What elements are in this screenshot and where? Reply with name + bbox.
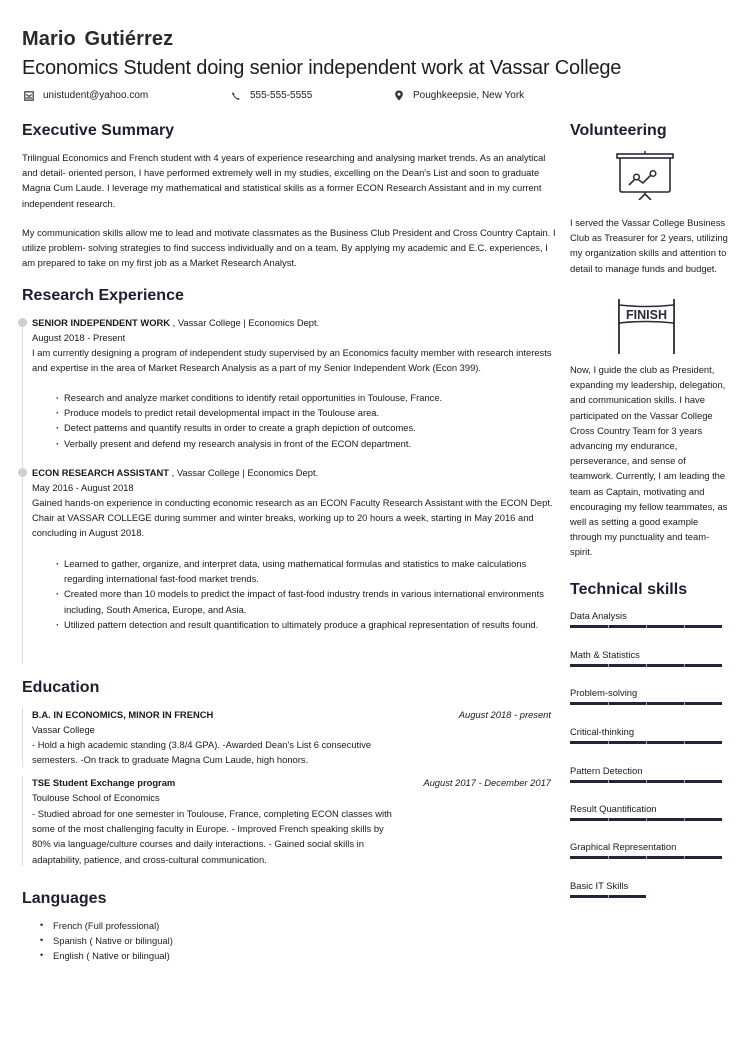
job-1-org: , Vassar College | Economics Dept. [170,317,320,328]
skill-label: Critical-thinking [570,726,635,737]
language-item: • French (Full professional) [40,918,173,933]
skill-math-statistics [570,649,722,667]
skill-level-bar [570,702,722,705]
volunteering-title: Volunteering [570,122,667,139]
skill-data-analysis [570,610,722,628]
job-2-bullet: · Learned to gather, organize, and interpret data, using mathematical formulas and statistics to make calculations regarding international fast-food market trends. [56,556,551,586]
summary-paragraph-1: Trilingual Economics and French student with 4 years of experience researching and analysing market trends. As an analytical and detail- oriented person, I have performed extremely well in my studies, excelling on the Dean's List and soon to graduate Magna Cum Laude. I leverage my mathematical and statistical skills as a former ECON Research Assistant and in my current independent research. [22,152,546,209]
phone-text: 555-555-5555 [250,90,313,101]
skill-label: Graphical Representation [570,841,677,852]
job-1-bullet: · Research and analyze market conditions to identify retail opportunities in Toulouse, France. [56,390,551,405]
candidate-headline: Economics Student doing senior independent work at Vassar College [22,57,622,79]
skill-level-bar [570,818,722,821]
education-bar [22,776,23,866]
edu-2-school: Toulouse School of Economics [32,792,160,803]
timeline-dot [18,468,27,477]
skill-critical-thinking [570,726,722,744]
phone-icon [231,91,241,101]
location-text: Poughkeepsie, New York [413,90,525,101]
job-1-bullets [56,390,551,451]
education-bar [22,707,23,767]
language-item: • Spanish ( Native or bilingual) [40,933,173,948]
job-1-header [32,317,319,328]
edu-1-dates: August 2018 - present [458,709,551,720]
job-2-dates: May 2016 - August 2018 [32,482,134,493]
edu-2-degree: TSE Student Exchange program [32,777,176,788]
job-2-role: ECON RESEARCH ASSISTANT [32,467,169,478]
job-2-org: , Vassar College | Economics Dept. [169,467,319,478]
volunteering-text-2: Now, I guide the club as President, expanding my leadership, delegation, and communication skills. I have participated on the Vassar College Cross Country Team for 3 years advancing my endurance, perseverance, and sense of teamwork. Currently, I am leading the team as Captain, motivating and encouraging my fellow teammates, as well as setting a good example through my punctuality and team-spirit. [570,364,728,558]
skill-level-bar [570,625,722,628]
job-2-bullet: · Created more than 10 models to predict the impact of fast-food industry trends in various international environments including, South America, Europe, and Asia. [56,586,551,616]
job-2-header [32,467,318,478]
contact-email[interactable] [24,90,148,101]
skills-title: Technical skills [570,581,688,598]
presentation-chart-icon [615,150,675,205]
edu-1-description: - Hold a high academic standing (3.8/4 GPA). -Awarded Dean's List 6 consecutive semesters. -On track to graduate Magna Cum Laude, high honors. [32,739,372,766]
job-1-description: I am currently designing a program of independent study supervised by an Economics faculty member with research interests and expertise in the area of Market Research Analysis as a part of my Senior Independent Work (Econ 399). [32,347,552,374]
skill-level-bar [570,856,722,859]
map-pin-icon [394,91,404,101]
research-title: Research Experience [22,287,184,304]
job-2-description: Gained hands-on experience in conducting economic research as an ECON Faculty Research Assistant with the ECON Dept. Chair at VASSAR COLLEGE during summer and winter breaks, working up to 20 hours a week, starting in May 2016 and concluding in August 2018. [32,497,553,539]
job-2-bullets [56,556,551,632]
skill-result-quantification [570,803,722,821]
languages-title: Languages [22,890,107,907]
email-text: unistudent@yahoo.com [43,90,149,101]
contact-location [394,90,524,101]
svg-text:FINISH: FINISH [626,308,667,322]
skill-basic-it [570,880,722,898]
edu-1-school: Vassar College [32,724,95,735]
languages-list [40,918,173,964]
skill-level-bar [570,664,722,667]
skill-label: Pattern Detection [570,765,643,776]
job-1-bullet: · Produce models to predict retail developmental impact in the Toulouse area. [56,405,551,420]
edu-1-degree: B.A. IN ECONOMICS, MINOR IN FRENCH [32,709,214,720]
summary-paragraph-2: My communication skills allow me to lead and motivate classmates as the Business Club President and Cross Country Captain. I utilize problem- solving strategies to find success individually and on a team. By applying my academic and E.C. experiences, I am prepared to take on my first job as a Market Research Analyst. [22,227,556,269]
timeline-dot [18,318,27,327]
timeline-line [22,322,23,664]
skill-label: Math & Statistics [570,649,640,660]
summary-title: Executive Summary [22,122,175,139]
skill-level-bar [570,780,722,783]
email-icon [24,91,34,101]
skill-problem-solving [570,687,722,705]
skill-level-bar [570,895,722,898]
language-item: • English ( Native or bilingual) [40,948,173,963]
edu-2-description: - Studied abroad for one semester in Toulouse, France, completing ECON classes with some of the most challenging faculty in Europe. - Improved French speaking skills by 80% via language/culture courses and daily interactions. - Gained social skills in adaptability, patience, and cross-cultural communication. [32,808,392,865]
candidate-name: Mario Gutiérrez [22,28,174,50]
job-1-bullet: · Verbally present and defend my research analysis in front of the ECON department. [56,436,551,451]
job-1-role: SENIOR INDEPENDENT WORK [32,317,171,328]
skill-pattern-detection [570,765,722,783]
finish-line-icon [616,297,676,360]
volunteering-text-1: I served the Vassar College Business Club as Treasurer for 2 years, utilizing my organization skills and attention to detail to manage funds and budget. [570,217,728,274]
job-1-dates: August 2018 - Present [32,332,126,343]
education-title: Education [22,679,100,696]
job-1-bullet: · Detect patterns and quantify results in order to create a graph depiction of outcomes. [56,420,551,435]
skill-level-bar [570,741,722,744]
skill-label: Result Quantification [570,803,657,814]
skill-graphical-representation [570,841,722,859]
skill-label: Problem-solving [570,687,638,698]
job-2-bullet: · Utilized pattern detection and result quantification to ultimately produce a graphical representation of results found. [56,617,551,632]
contact-phone[interactable] [231,90,312,101]
skill-label: Data Analysis [570,610,627,621]
skill-label: Basic IT Skills [570,880,629,891]
edu-2-dates: August 2017 - December 2017 [423,777,551,788]
